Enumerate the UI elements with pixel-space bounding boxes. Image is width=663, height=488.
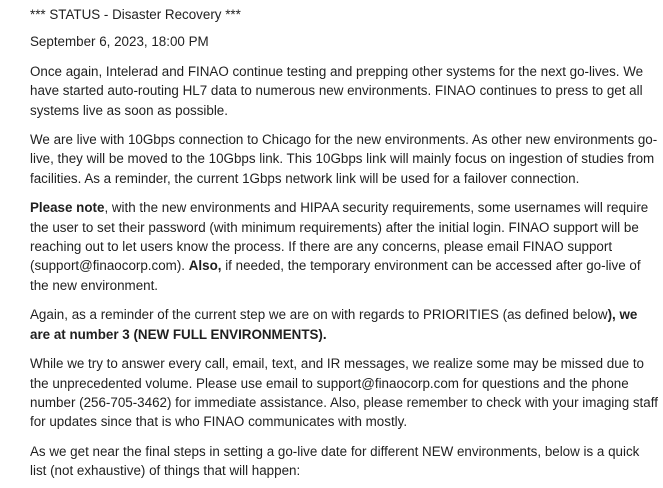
status-date: September 6, 2023, 18:00 PM bbox=[30, 34, 209, 50]
priorities-step: ), we are at number 3 (NEW FULL ENVIRONMENTS). bbox=[30, 307, 638, 342]
paragraph-network: We are live with 10Gbps connection to Chicago for the new environments. As other new environments go-live, they will be moved to the 10Gbps link. This 10Gbps link will mainly focus on ingestion of studies from facilities. As a reminder, the current 1Gbps network link will be used for a failover connection. bbox=[30, 132, 658, 186]
also-label: Also, bbox=[188, 258, 222, 274]
please-note-label: Please note bbox=[30, 200, 105, 216]
status-title: *** STATUS - Disaster Recovery *** bbox=[30, 7, 241, 22]
temporary-env-text: if needed, the temporary environment can be accessed after go-live of the new environment. bbox=[30, 258, 641, 293]
paragraph-priorities bbox=[30, 305, 659, 344]
paragraph-password-note bbox=[30, 198, 659, 295]
paragraph-testing: Once again, Intelerad and FINAO continue testing and prepping other systems for the next go-lives. We have started auto-routing HL7 data to numerous new environments. FINAO continues to press to get all systems live as soon as possible. bbox=[30, 63, 644, 118]
paragraph-contact: While we try to answer every call, email, text, and IR messages, we realize some may be missed due to the unprecedented volume. Please use email to support@finaocorp.com for questions and the phone number (256-705-3462) for immediate assistance. Also, please remember to check with your imaging staff for updates since that is who FINAO communicates with mostly. bbox=[30, 356, 658, 430]
paragraph-go-live-list-intro: As we get near the final steps in setting a go-live date for different NEW environments, below is a quick list (not exhaustive) of things that will happen: bbox=[30, 443, 640, 479]
priorities-text: Again, as a reminder of the current step we are on with regards to PRIORITIES (as defined below bbox=[30, 307, 608, 323]
password-note-text: , with the new environments and HIPAA security requirements, some usernames will require the user to set their password (with minimum requirements) after the initial login. FINAO support will be reaching out to let users know the process. If there are any concerns, please email FINAO support (support@finaocorp.com). bbox=[30, 200, 649, 274]
